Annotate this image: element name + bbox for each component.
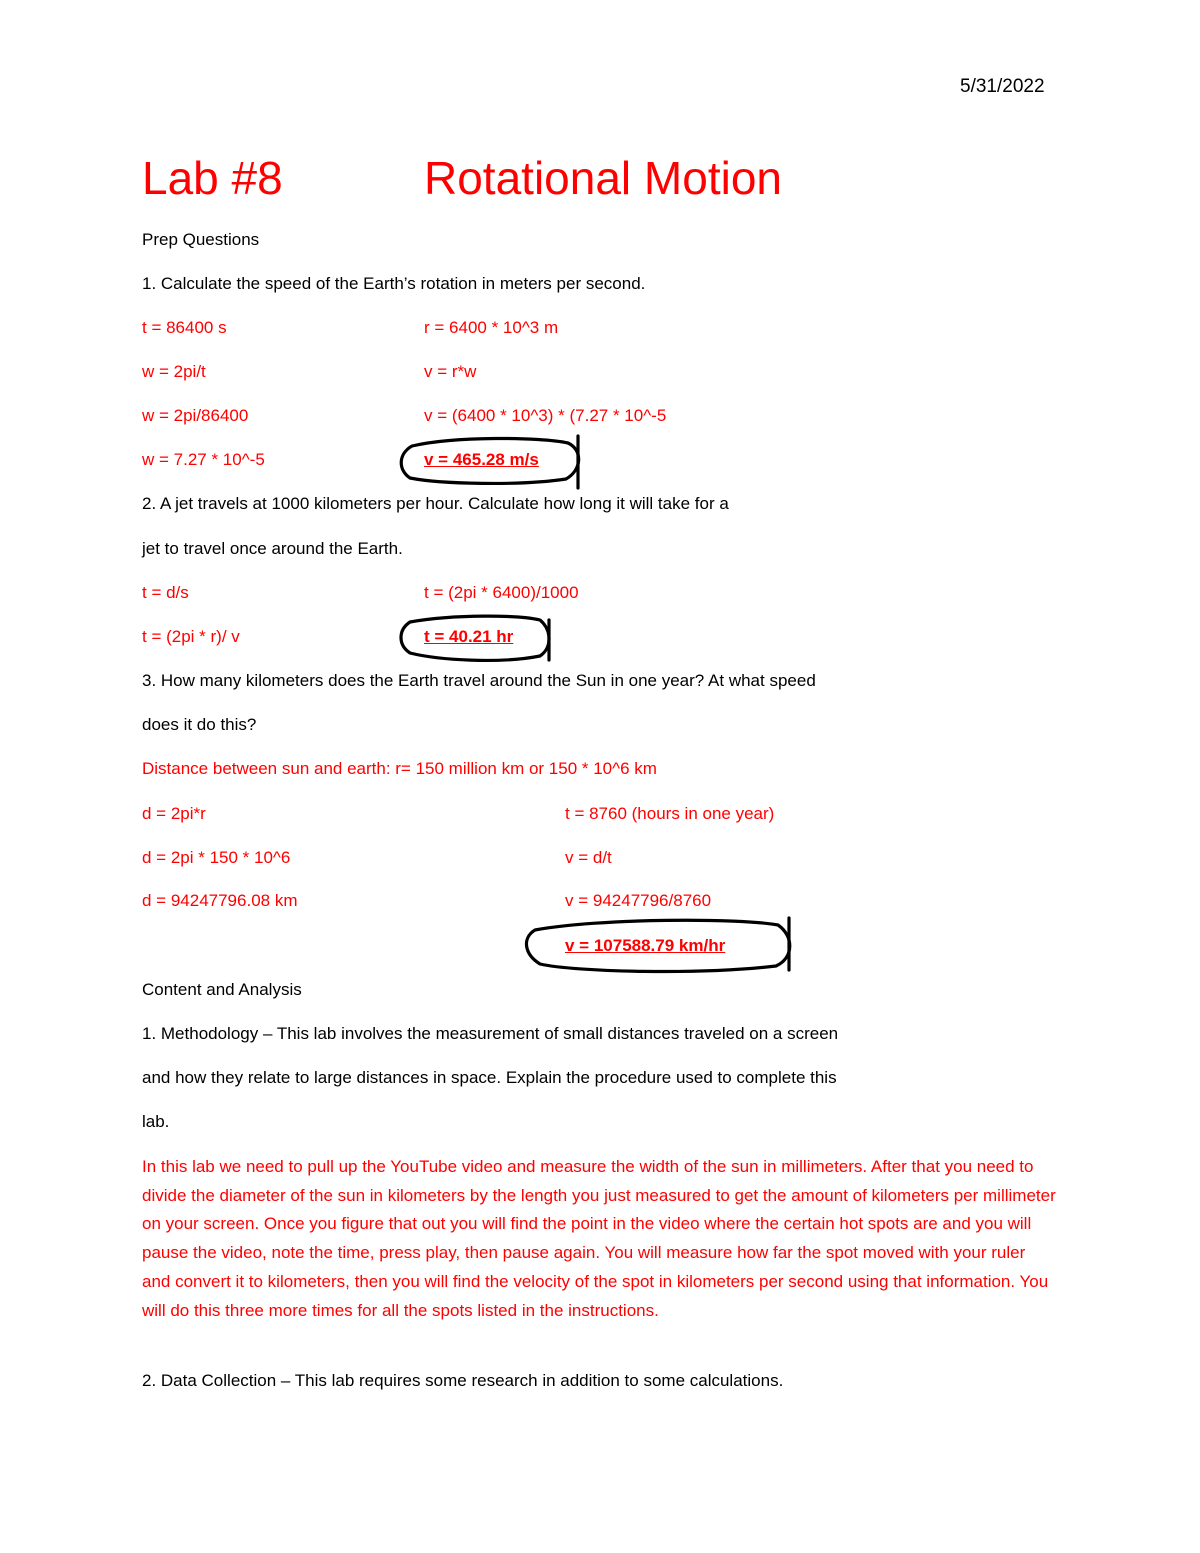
question-2-line-2: jet to travel once around the Earth. [142,539,403,558]
prep-questions-heading: Prep Questions [142,230,260,249]
q1-right-line: v = (6400 * 10^3) * (7.27 * 10^-5 [424,406,667,425]
analysis-q1-line: 1. Methodology – This lab involves the measurement of small distances traveled on a screen [142,1024,839,1043]
analysis-q1-line: lab. [142,1112,170,1131]
q2-answer-circle [401,616,549,660]
content-analysis-heading: Content and Analysis [142,980,302,999]
q3-right-line: t = 8760 (hours in one year) [565,804,775,823]
q3-answer-circle [526,920,789,971]
question-2-line-1: 2. A jet travels at 1000 kilometers per hour. Calculate how long it will take for a [142,494,729,513]
question-3-line-2: does it do this? [142,715,257,734]
analysis-q2: 2. Data Collection – This lab requires some research in addition to some calculations. [142,1371,784,1390]
q1-left-line: w = 2pi/t [142,362,206,381]
q3-distance: Distance between sun and earth: r= 150 million km or 150 * 10^6 km [142,759,657,778]
question-1: 1. Calculate the speed of the Earth’s rotation in meters per second. [142,274,646,293]
q2-right-line: t = (2pi * 6400)/1000 [424,583,579,602]
lab-number-title: Lab #8 [142,152,283,204]
q3-left-line: d = 2pi * 150 * 10^6 [142,848,291,867]
q3-answer: v = 107588.79 km/hr [565,936,726,955]
question-3-line-1: 3. How many kilometers does the Earth travel around the Sun in one year? At what speed [142,671,816,690]
q1-left-line: w = 7.27 * 10^-5 [142,450,265,469]
page-date: 5/31/2022 [960,76,1045,97]
q1-answer: v = 465.28 m/s [424,450,539,469]
q3-left-line: d = 2pi*r [142,804,206,823]
q1-answer-circle [401,438,578,483]
q1-right-line: v = r*w [424,362,477,381]
analysis-q1-line: and how they relate to large distances in space. Explain the procedure used to complete this [142,1068,837,1087]
q1-right-line: r = 6400 * 10^3 m [424,318,559,337]
q2-left-line: t = (2pi * r)/ v [142,627,240,646]
q1-left-line: w = 2pi/86400 [142,406,249,425]
q3-right-line: v = d/t [565,848,612,867]
q3-right-line: v = 94247796/8760 [565,891,712,910]
lab-topic-title: Rotational Motion [424,152,782,204]
q2-answer: t = 40.21 hr [424,627,514,646]
q2-left-line: t = d/s [142,583,189,602]
q1-left-line: t = 86400 s [142,318,227,337]
q3-left-line: d = 94247796.08 km [142,891,298,910]
analysis-q1-answer: In this lab we need to pull up the YouTube video and measure the width of the sun in millimeters. After that you need to divide the diameter of the sun in kilometers by the length you just measured to get the amount of kilometers per millimeter on your screen. Once you figure that out you will find the point in the video where the certain hot spots are and you will pause the video, note the time, press play, then pause again. You will measure how far the spot moved with your ruler and convert it to kilometers, then you will find the velocity of the spot in kilometers per second using that information. You will do this three more times for all the spots listed in the instructions. [142,1157,1056,1320]
